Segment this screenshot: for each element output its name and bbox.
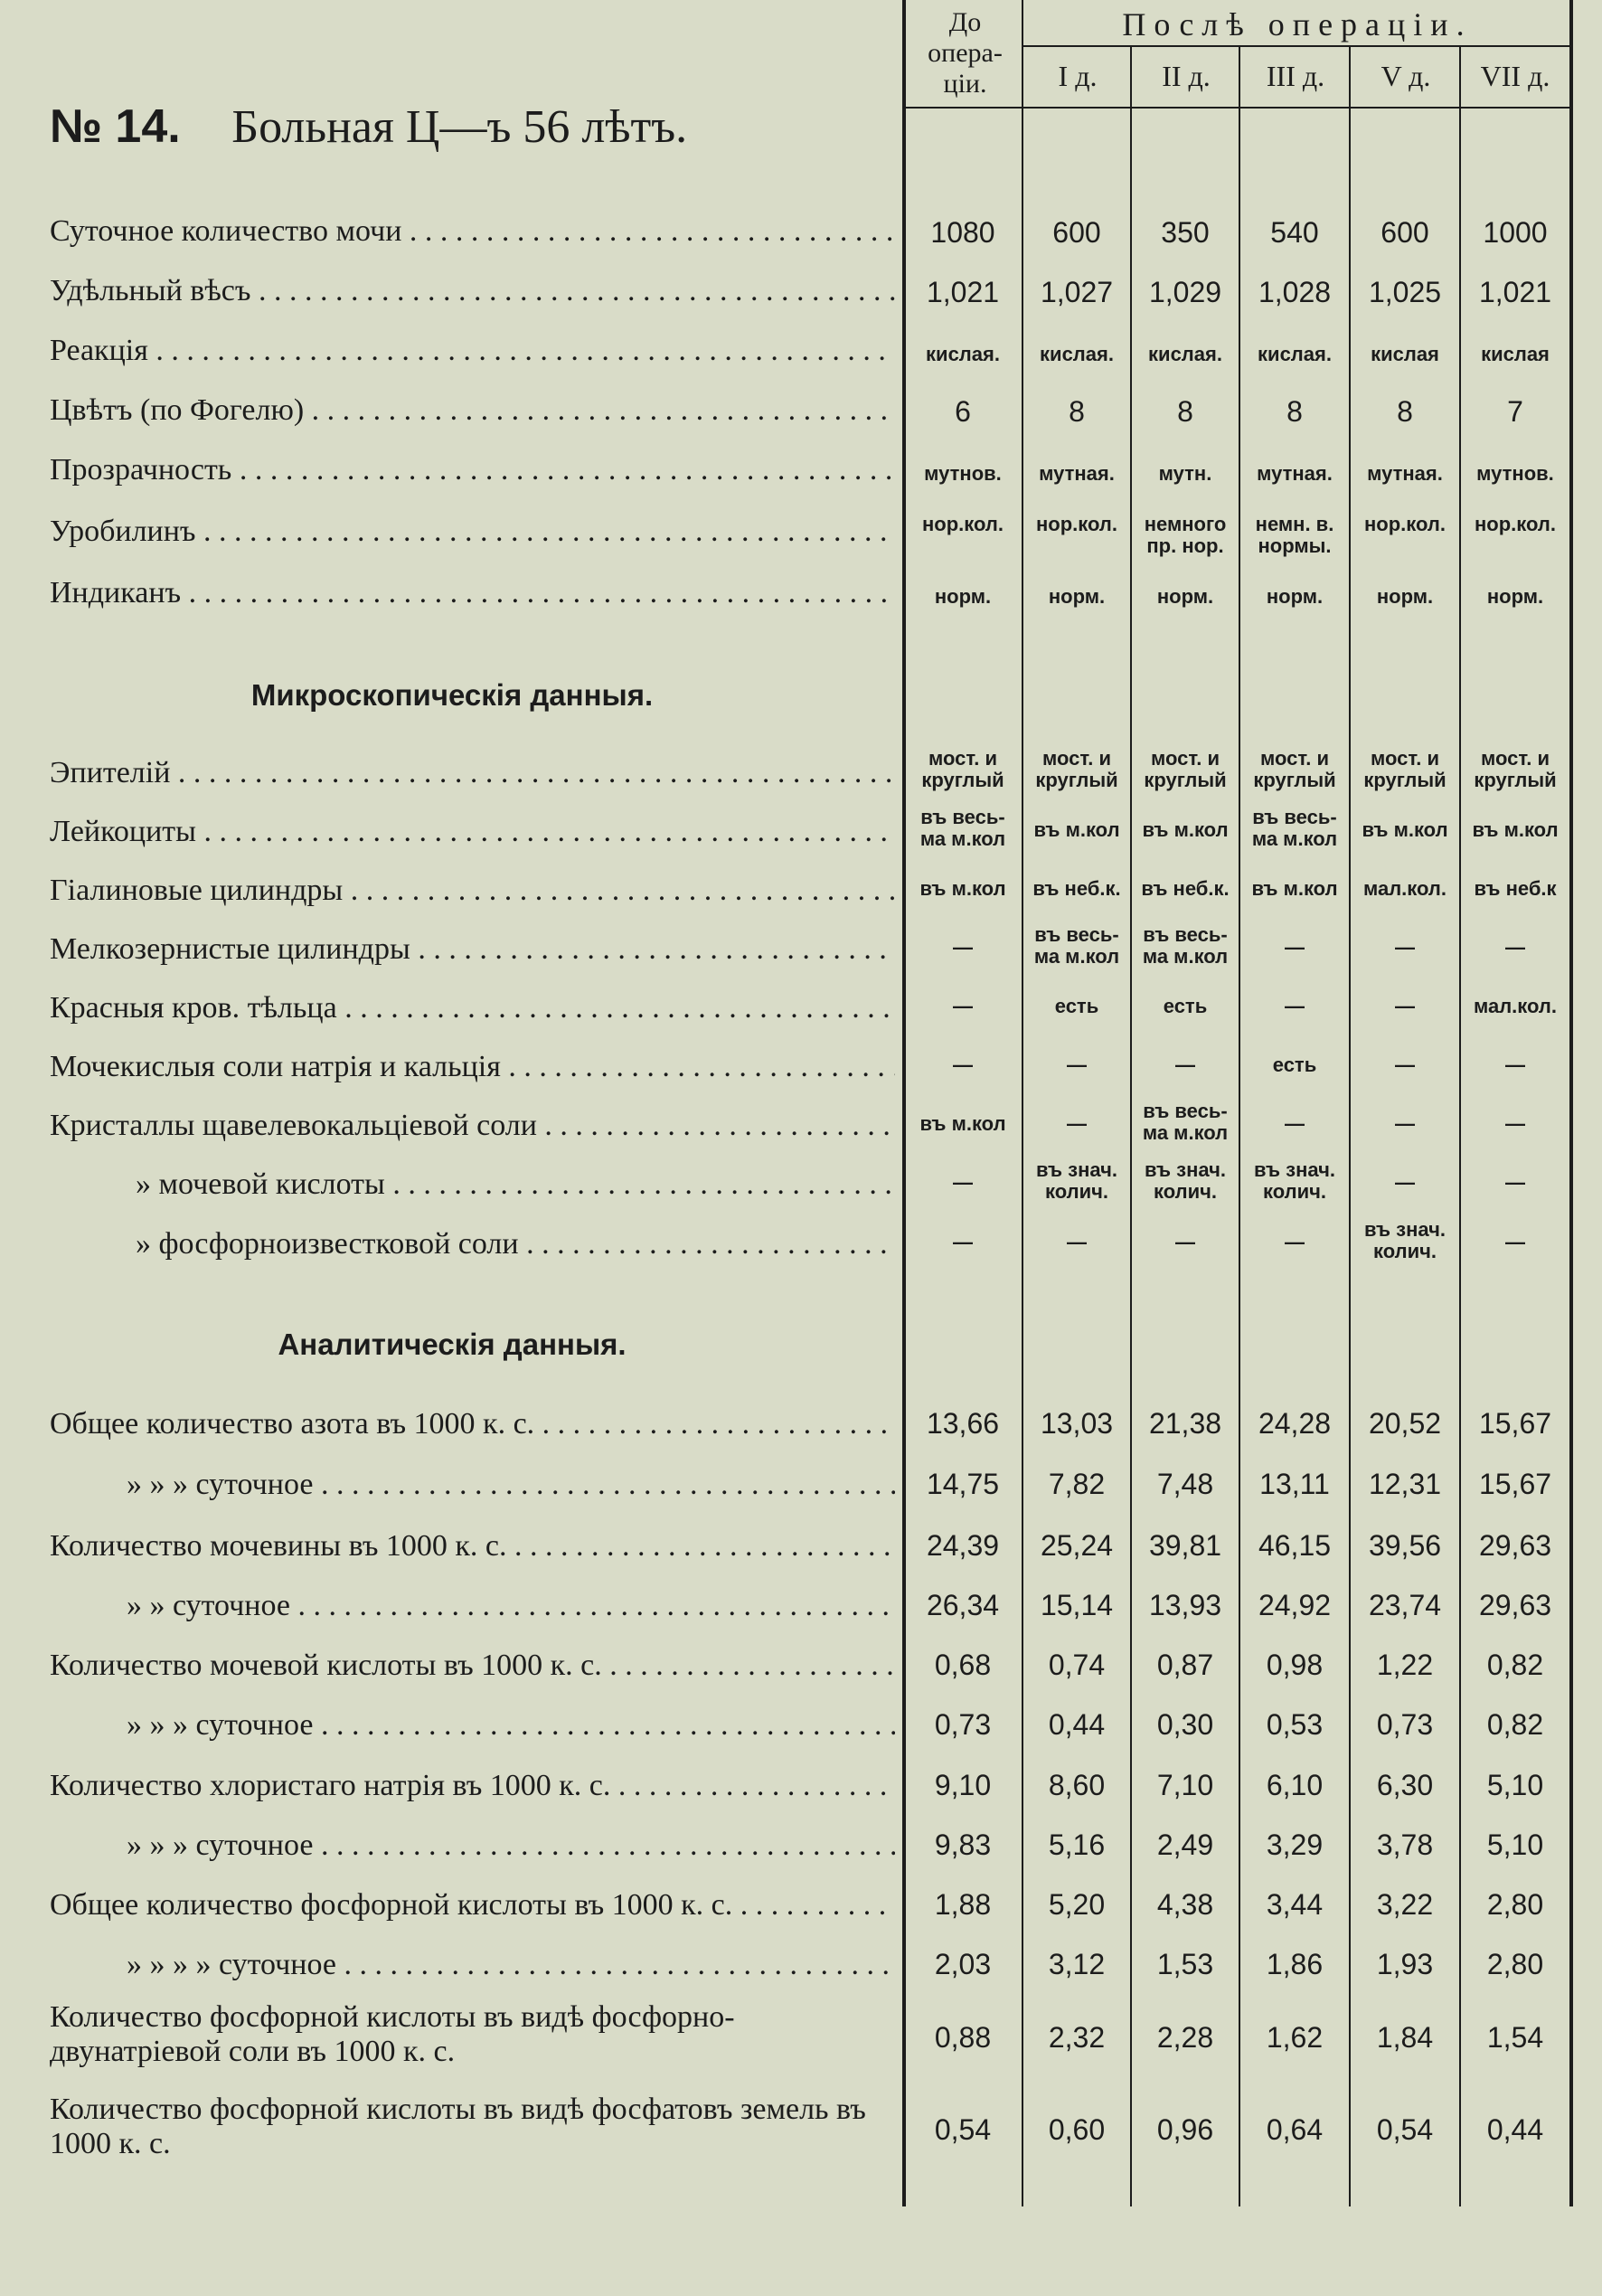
table-cell: 7 (1507, 395, 1523, 428)
table-cell: 8 (1286, 395, 1303, 428)
table-cell: 0,82 (1486, 1649, 1544, 1681)
case-number: № 14. (50, 100, 181, 153)
table-cell: въ м.кол (919, 877, 1006, 900)
table-cell: мост. и круглый (1035, 747, 1118, 791)
table-cell: 13,11 (1259, 1468, 1330, 1500)
table-cell: 6 (955, 395, 971, 428)
table-cell: 2,49 (1156, 1828, 1214, 1861)
table-cell: 600 (1381, 216, 1429, 249)
table-cell: — (953, 995, 973, 1017)
table-cell: норм. (1048, 585, 1106, 608)
table-cell: мост. и круглый (921, 747, 1004, 791)
table-cell: — (1285, 1112, 1305, 1135)
table-cell: мутная. (1039, 462, 1115, 485)
table-cell: 0,30 (1156, 1708, 1214, 1741)
column-divider (1022, 0, 1023, 2206)
row-label: Количество мочевины въ 1000 к. с. . . . (50, 1528, 895, 1564)
table-cell: 4,38 (1156, 1888, 1214, 1921)
table-cell: въ м.кол (1362, 818, 1448, 841)
row-label: » мочевой кислоты . . . (136, 1167, 895, 1203)
table-cell: 350 (1161, 216, 1210, 249)
row-label: Удѣльный вѣсъ . . . (50, 273, 895, 309)
row-label: Гіалиновые цилиндры . . . (50, 873, 895, 909)
table-cell: 0,60 (1048, 2113, 1106, 2146)
table-cell: 21,38 (1148, 1407, 1222, 1440)
table-cell: норм. (1486, 585, 1544, 608)
table-cell: 600 (1052, 216, 1101, 249)
table-cell: 1,025 (1368, 276, 1442, 308)
table-cell: 26,34 (926, 1589, 1000, 1621)
table-cell: — (1285, 936, 1305, 959)
row-label: Количество мочевой кислоты въ 1000 к. с. . . . (50, 1648, 895, 1684)
table-cell: 7,48 (1156, 1468, 1214, 1500)
table-cell: 5,16 (1048, 1828, 1106, 1861)
table-cell: 3,22 (1376, 1888, 1434, 1921)
table-cell: въ неб.к. (1141, 877, 1230, 900)
table-cell: мал.кол. (1473, 995, 1557, 1017)
header-day-5: V д. (1381, 60, 1431, 92)
table-cell: — (1067, 1112, 1087, 1135)
table-cell: въ м.кол (1033, 818, 1120, 841)
table-cell: 0,54 (934, 2113, 992, 2146)
table-cell: 20,52 (1368, 1407, 1442, 1440)
table-cell: мутнов. (924, 462, 1002, 485)
header-after-operation: Послѣ операціи. (1122, 6, 1473, 43)
row-label: Реакція . . . (50, 333, 895, 369)
table-cell: кислая (1481, 343, 1550, 365)
table-cell: — (1505, 1054, 1525, 1076)
table-cell: нор.кол. (1036, 513, 1117, 535)
table-cell: въ знач. колич. (1036, 1158, 1117, 1203)
table-cell: норм. (1376, 585, 1434, 608)
table-cell: 8,60 (1048, 1769, 1106, 1801)
table-cell: немного пр. нор. (1144, 513, 1227, 557)
table-cell: 1,021 (1478, 276, 1552, 308)
table-cell: 12,31 (1368, 1468, 1442, 1500)
table-cell: въ м.кол (1142, 818, 1229, 841)
table-cell: мутная. (1367, 462, 1443, 485)
table-cell: есть (1054, 995, 1099, 1017)
row-label: Эпителій . . . (50, 755, 895, 791)
table-cell: 1,88 (934, 1888, 992, 1921)
row-label: Красныя кров. тѣльца . . . (50, 990, 895, 1026)
table-cell: 1,53 (1156, 1948, 1214, 1980)
table-cell: — (953, 1171, 973, 1194)
row-label: Суточное количество мочи . . . (50, 213, 895, 250)
header-before-operation: До опера- ціи. (928, 7, 1003, 99)
table-cell: 0,44 (1048, 1708, 1106, 1741)
table-cell: 7,82 (1048, 1468, 1106, 1500)
table-cell: кислая (1371, 343, 1439, 365)
table-cell: — (953, 1054, 973, 1076)
table-cell: въ весь- ма м.кол (1251, 806, 1338, 850)
table-cell: 0,54 (1376, 2113, 1434, 2146)
section-analytic: Аналитическія данныя. (278, 1328, 627, 1361)
table-cell: — (953, 936, 973, 959)
table-cell: въ знач. колич. (1145, 1158, 1226, 1203)
table-cell: 3,29 (1266, 1828, 1324, 1861)
table-cell: 0,98 (1266, 1649, 1324, 1681)
table-cell: въ неб.к (1474, 877, 1557, 900)
table-cell: 13,93 (1148, 1589, 1222, 1621)
section-microscopic: Микроскопическія данныя. (250, 678, 654, 712)
table-cell: 14,75 (926, 1468, 1000, 1500)
table-cell: 540 (1270, 216, 1319, 249)
table-cell: 0,82 (1486, 1708, 1544, 1741)
table-cell: нор.кол. (922, 513, 1004, 535)
table-cell: 0,96 (1156, 2113, 1214, 2146)
table-cell: мост. и круглый (1363, 747, 1447, 791)
table-cell: 1,54 (1486, 2021, 1544, 2054)
patient-title (50, 99, 687, 154)
table-cell: 9,83 (934, 1828, 992, 1861)
row-label: Количество фосфорной кислоты въ видѣ фосфатовъ земель въ 1000 к. с. (50, 2093, 866, 2160)
table-cell: 15,67 (1478, 1407, 1552, 1440)
table-cell: нор.кол. (1475, 513, 1556, 535)
table-cell: мал.кол. (1362, 877, 1447, 900)
table-cell: 8 (1397, 395, 1413, 428)
row-label: » » » суточное . . . (127, 1467, 895, 1503)
row-label: Общее количество фосфорной кислоты въ 1000 к. с. . . . (50, 1887, 895, 1923)
header-divider (1022, 45, 1573, 47)
table-cell: въ м.кол (1251, 877, 1338, 900)
table-cell: 23,74 (1368, 1589, 1442, 1621)
table-cell: мутнов. (1476, 462, 1554, 485)
table-cell: — (1175, 1054, 1195, 1076)
table-cell: 24,92 (1258, 1589, 1332, 1621)
row-label: Кристаллы щавелевокальціевой соли . . . (50, 1108, 895, 1144)
table-cell: въ весь- ма м.кол (1033, 923, 1120, 968)
header-day-7: VII д. (1480, 60, 1550, 92)
table-cell: 1,028 (1258, 276, 1332, 308)
row-label: Мелкозернистые цилиндры . . . (50, 931, 895, 968)
header-day-1: I д. (1058, 60, 1098, 92)
header-day-3: III д. (1266, 60, 1325, 92)
table-cell: немн. в. нормы. (1255, 513, 1334, 557)
table-cell: есть (1163, 995, 1208, 1017)
table-cell: 29,63 (1478, 1529, 1552, 1562)
table-cell: 1,22 (1376, 1649, 1434, 1681)
row-label: » » » суточное . . . (127, 1707, 895, 1743)
table-cell: 0,53 (1266, 1708, 1324, 1741)
row-label: Цвѣтъ (по Фогелю) . . . (50, 392, 895, 429)
table-cell: въ весь- ма м.кол (1142, 923, 1229, 968)
row-label: Количество хлористаго натрія въ 1000 к. с. . . . (50, 1768, 895, 1804)
table-cell: 25,24 (1040, 1529, 1114, 1562)
row-label: Уробилинъ . . . (50, 514, 895, 550)
table-cell: 1080 (930, 216, 995, 249)
table-cell: 29,63 (1478, 1589, 1552, 1621)
table-cell: — (1175, 1231, 1195, 1253)
table-cell: 5,20 (1048, 1888, 1106, 1921)
table-cell: — (1505, 1171, 1525, 1194)
table-cell: кислая. (1148, 343, 1222, 365)
row-label: Индиканъ . . . (50, 575, 895, 611)
table-cell: мост. и круглый (1253, 747, 1336, 791)
row-label: » » » » суточное . . . (127, 1947, 895, 1983)
table-cell: — (1395, 1112, 1415, 1135)
table-cell: 0,73 (934, 1708, 992, 1741)
table-cell: въ м.кол (919, 1112, 1006, 1135)
table-cell: 3,44 (1266, 1888, 1324, 1921)
table-cell: 15,67 (1478, 1468, 1552, 1500)
table-cell: — (1395, 1054, 1415, 1076)
table-cell: — (1067, 1054, 1087, 1076)
table-cell: 5,10 (1486, 1828, 1544, 1861)
table-cell: норм. (1156, 585, 1214, 608)
table-cell: 1,62 (1266, 2021, 1324, 2054)
table-cell: 1,021 (926, 276, 1000, 308)
table-cell: — (1395, 995, 1415, 1017)
table-cell: мост. и круглый (1474, 747, 1557, 791)
table-cell: 2,03 (934, 1948, 992, 1980)
table-cell: норм. (934, 585, 992, 608)
table-cell: кислая. (1040, 343, 1114, 365)
table-left-border (902, 0, 906, 2206)
table-cell: — (1505, 1112, 1525, 1135)
table-cell: 0,88 (934, 2021, 992, 2054)
table-cell: 3,12 (1048, 1948, 1106, 1980)
table-cell: въ неб.к. (1032, 877, 1121, 900)
table-cell: 9,10 (934, 1769, 992, 1801)
table-cell: 7,10 (1156, 1769, 1214, 1801)
table-cell: 8 (1069, 395, 1085, 428)
table-cell: 0,44 (1486, 2113, 1544, 2146)
table-right-border (1569, 0, 1573, 2206)
table-cell: 1,029 (1148, 276, 1222, 308)
table-cell: 3,78 (1376, 1828, 1434, 1861)
table-cell: 0,87 (1156, 1649, 1214, 1681)
table-cell: 13,66 (926, 1407, 1000, 1440)
table-cell: въ м.кол (1472, 818, 1559, 841)
table-cell: 0,73 (1376, 1708, 1434, 1741)
row-label: Прозрачность . . . (50, 452, 895, 488)
table-cell: нор.кол. (1364, 513, 1446, 535)
table-cell: 1000 (1483, 216, 1548, 249)
row-label: Лейкоциты . . . (50, 814, 895, 850)
table-cell: — (1285, 995, 1305, 1017)
table-cell: въ знач. колич. (1364, 1218, 1446, 1262)
table-cell: 8 (1177, 395, 1193, 428)
table-cell: 1,84 (1376, 2021, 1434, 2054)
table-cell: 2,28 (1156, 2021, 1214, 2054)
table-cell: 2,80 (1486, 1948, 1544, 1980)
table-cell: — (1395, 936, 1415, 959)
table-cell: 6,10 (1266, 1769, 1324, 1801)
table-cell: 13,03 (1040, 1407, 1114, 1440)
table-cell: мост. и круглый (1144, 747, 1227, 791)
table-cell: въ знач. колич. (1254, 1158, 1335, 1203)
table-cell: есть (1272, 1054, 1317, 1076)
row-label: Мочекислыя соли натрія и кальція . . . (50, 1049, 895, 1085)
row-label: Общее количество азота въ 1000 к. с. . . . (50, 1406, 895, 1442)
table-cell: 1,93 (1376, 1948, 1434, 1980)
table-cell: — (1505, 936, 1525, 959)
table-cell: — (1505, 1231, 1525, 1253)
table-cell: въ весь- ма м.кол (1142, 1100, 1229, 1144)
table-cell: кислая. (926, 343, 1000, 365)
header-day-2: II д. (1162, 60, 1211, 92)
row-label: » » суточное . . . (127, 1588, 895, 1624)
table-cell: 1,86 (1266, 1948, 1324, 1980)
table-cell: 5,10 (1486, 1769, 1544, 1801)
table-cell: — (953, 1231, 973, 1253)
table-cell: мутная. (1257, 462, 1333, 485)
table-cell: 6,30 (1376, 1769, 1434, 1801)
table-cell: 0,64 (1266, 2113, 1324, 2146)
row-label: » » » суточное . . . (127, 1828, 895, 1864)
row-label: » фосфорноизвестковой соли . . . (136, 1226, 895, 1262)
row-label: Количество фосфорной кислоты въ видѣ фосфорно-двунатріевой соли въ 1000 к. с. (50, 2000, 735, 2068)
table-cell: 24,39 (926, 1529, 1000, 1562)
table-cell: 0,68 (934, 1649, 992, 1681)
table-cell: 1,027 (1040, 276, 1114, 308)
table-cell: въ весь- ма м.кол (919, 806, 1006, 850)
table-cell: норм. (1266, 585, 1324, 608)
table-cell: 46,15 (1258, 1529, 1332, 1562)
table-cell: 39,81 (1148, 1529, 1222, 1562)
table-cell: 15,14 (1040, 1589, 1114, 1621)
table-cell: 24,28 (1258, 1407, 1332, 1440)
table-cell: — (1285, 1231, 1305, 1253)
table-cell: мутн. (1158, 462, 1212, 485)
patient-description: Больная Ц—ъ 56 лѣтъ. (231, 101, 688, 153)
table-cell: 2,32 (1048, 2021, 1106, 2054)
table-cell: 39,56 (1368, 1529, 1442, 1562)
table-cell: кислая. (1258, 343, 1332, 365)
table-cell: — (1395, 1171, 1415, 1194)
table-cell: — (1067, 1231, 1087, 1253)
header-bottom-line (904, 107, 1573, 109)
table-cell: 0,74 (1048, 1649, 1106, 1681)
table-cell: 2,80 (1486, 1888, 1544, 1921)
